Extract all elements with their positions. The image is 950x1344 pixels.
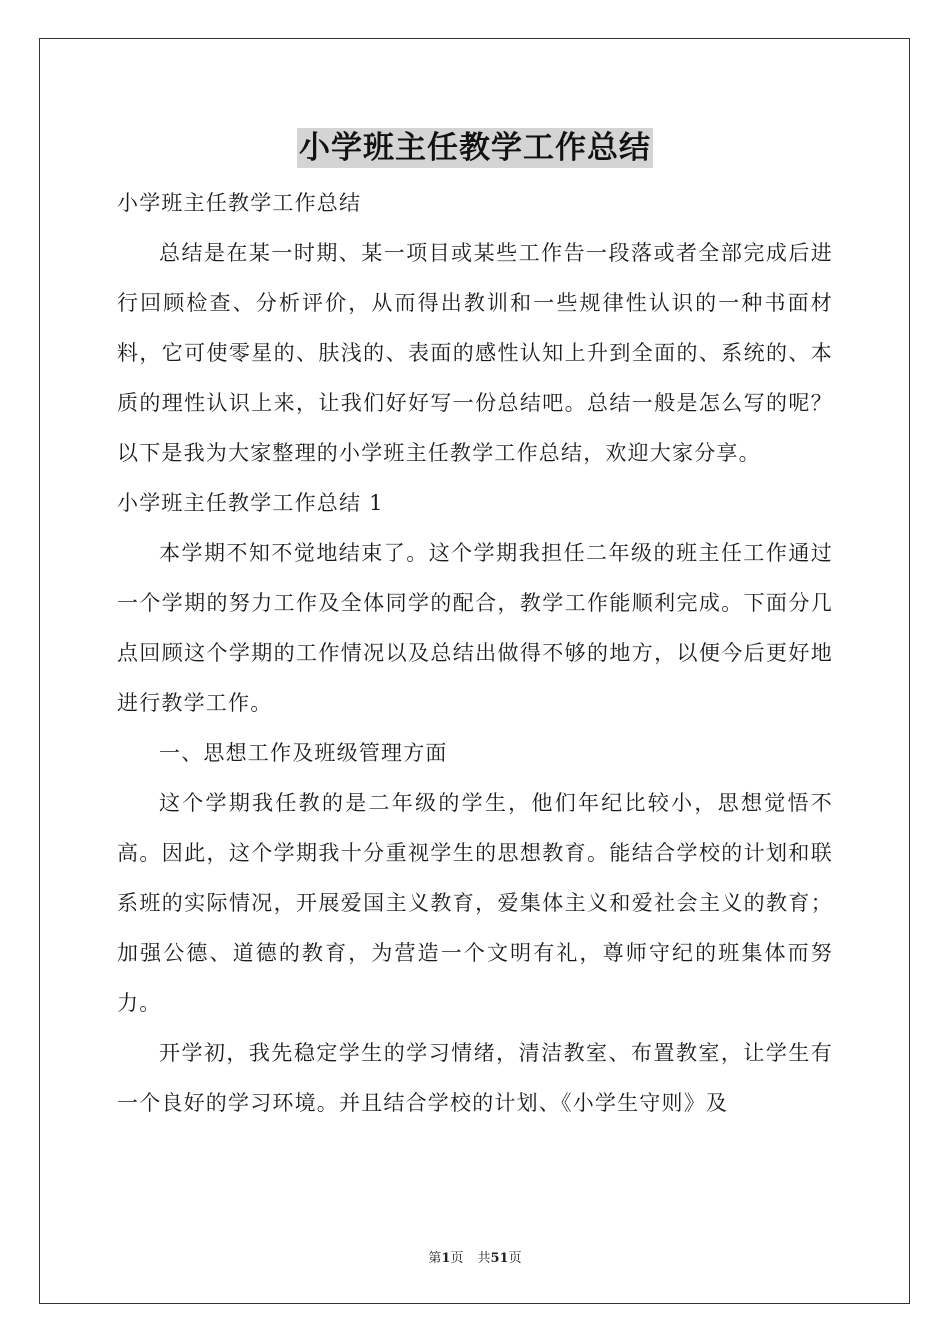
paragraph: 开学初，我先稳定学生的学习情绪，清洁教室、布置教室，让学生有一个良好的学习环境。并且结合学校的计划、《小学生守则》及 — [117, 1041, 833, 1115]
paragraph: 总结是在某一时期、某一项目或某些工作告一段落或者全部完成后进行回顾检查、分析评价，从而得出教训和一些规律性认识的一种书面材料，它可使零星的、肤浅的、表面的感性认知上升到全面的、系统的、本质的理性认识上来，让我们好好写一份总结吧。总结一般是怎么写的呢？以下是我为大家整理的小学班主任教学工作总结，欢迎大家分享。 — [117, 241, 833, 465]
total-prefix: 共 — [477, 1251, 491, 1266]
page-suffix: 页 — [450, 1251, 464, 1266]
page-footer — [0, 1247, 950, 1266]
title-container — [0, 128, 950, 168]
paragraph: 一、思想工作及班级管理方面 — [159, 741, 448, 765]
document-body — [117, 178, 833, 1128]
paragraph: 本学期不知不觉地结束了。这个学期我担任二年级的班主任工作通过一个学期的努力工作及全体同学的配合，教学工作能顺利完成。下面分几点回顾这个学期的工作情况以及总结出做得不够的地方，以便今后更好地进行教学工作。 — [117, 541, 833, 715]
page-number: 1 — [441, 1251, 451, 1266]
page-prefix: 第 — [428, 1251, 442, 1266]
total-pages: 51 — [490, 1251, 509, 1266]
paragraph: 这个学期我任教的是二年级的学生，他们年纪比较小，思想觉悟不高。因此，这个学期我十分重视学生的思想教育。能结合学校的计划和联系班的实际情况，开展爱国主义教育，爱集体主义和爱社会主义的教育；加强公德、道德的教育，为营造一个文明有礼，尊师守纪的班集体而努力。 — [117, 791, 833, 1015]
paragraph: 小学班主任教学工作总结 — [117, 191, 362, 215]
paragraph: 小学班主任教学工作总结 1 — [117, 491, 384, 515]
total-suffix: 页 — [508, 1251, 522, 1266]
document-title: 小学班主任教学工作总结 — [299, 130, 651, 166]
